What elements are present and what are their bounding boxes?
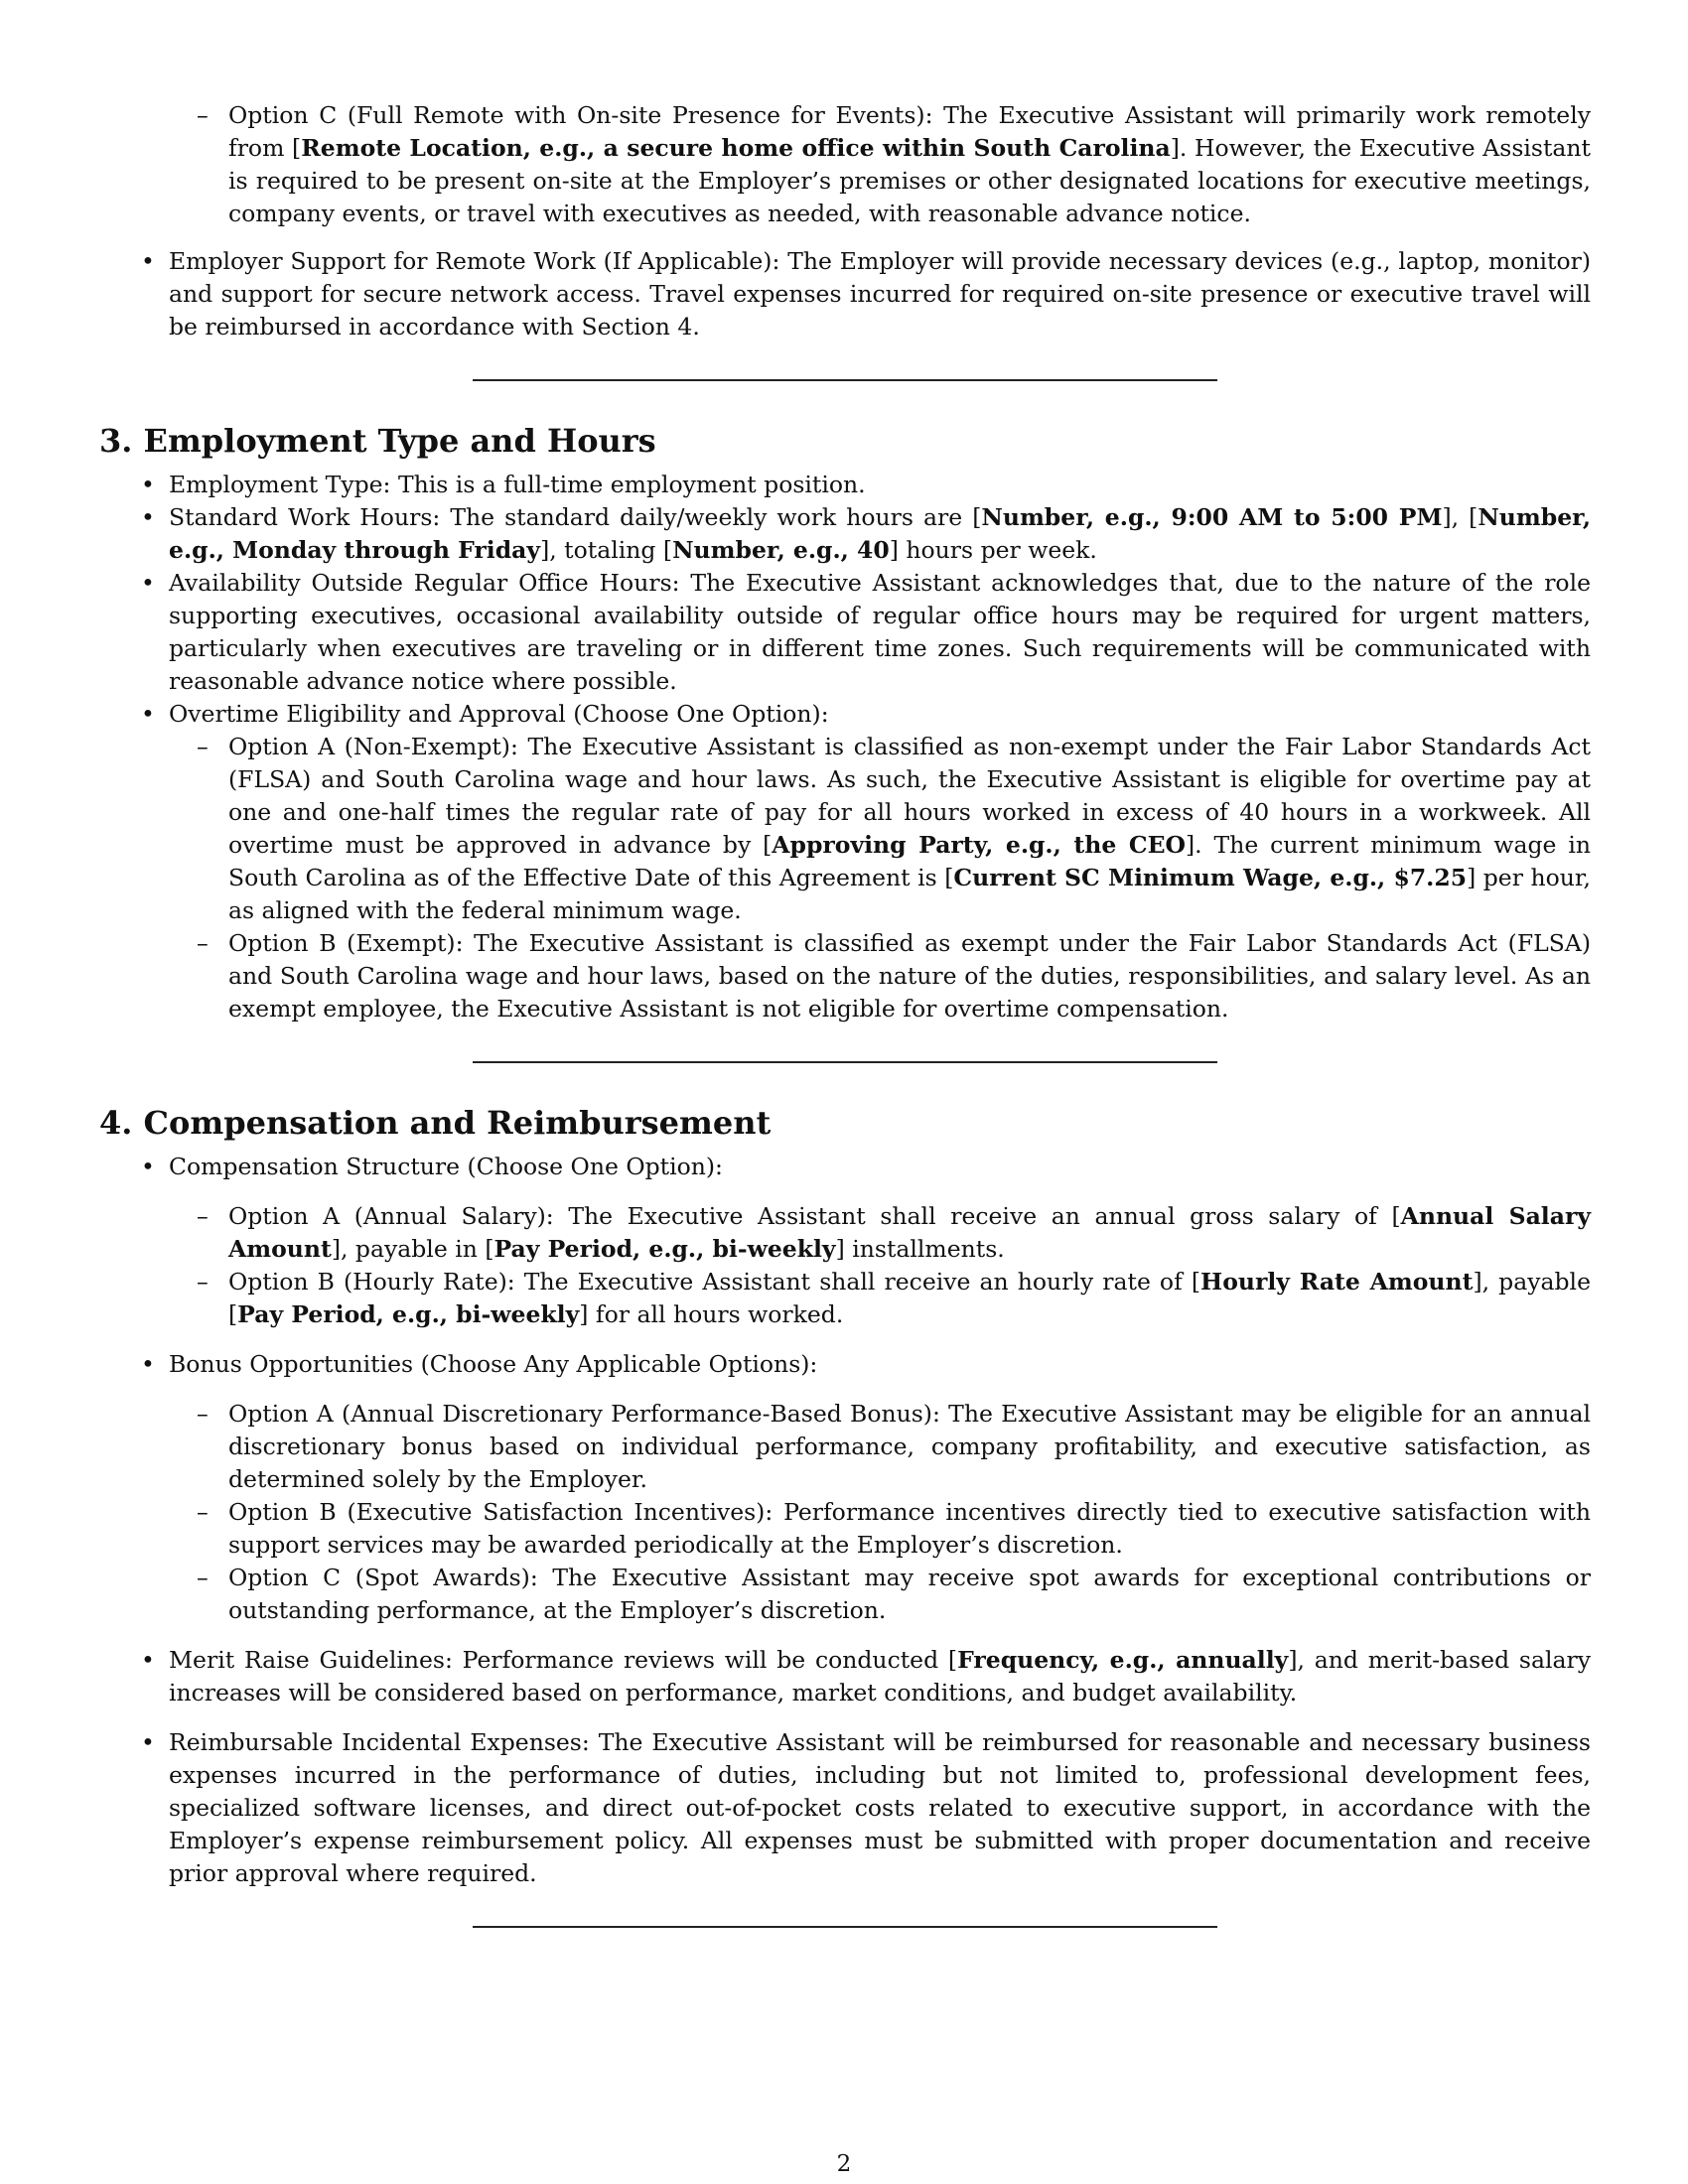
dash-marker: –: [197, 929, 209, 957]
dash-marker: –: [197, 1202, 209, 1230]
list-item: • Standard Work Hours: The standard daily/weekly work hours are [Number, e.g., 9:00 AM to 5:00 PM], [Number, e.g., Monday through Friday], totaling [Number, e.g., 40] hours per week.: [141, 503, 1591, 564]
list-item: – Option A (Annual Discretionary Performance-Based Bonus): The Executive Assistant may be eligible for an annual discretionary bonus based on individual performance, company profitability, and executive satisfaction, as determined solely by the Employer.: [197, 1400, 1591, 1493]
bonus-options-list: [99, 1398, 1591, 1627]
bullet-marker: •: [141, 1646, 155, 1674]
list-item: • Compensation Structure (Choose One Option):: [99, 1151, 1591, 1183]
placeholder-field: Number, e.g., 40: [672, 536, 890, 564]
placeholder-field: Number, e.g., Monday through Friday: [169, 503, 1591, 564]
dash-marker: –: [197, 1498, 209, 1526]
section-divider: [473, 1926, 1217, 1928]
bullet-marker: •: [141, 247, 155, 275]
reimbursement-list: [99, 1726, 1591, 1890]
list-item: – Option C (Full Remote with On-site Presence for Events): The Executive Assistant will primarily work remotely from [Remote Location, e.g., a secure home office within South Carolina]. However, the Executive Assistant is required to be present on-site at the Employer’s premises or other designated locations for executive meetings, company events, or travel with executives as needed, with reasonable advance notice.: [197, 101, 1591, 227]
list-item: – Option A (Annual Salary): The Executive Assistant shall receive an annual gross salary of [Annual Salary Amount], payable in [Pay Period, e.g., bi-weekly] installments.: [197, 1202, 1591, 1263]
list-item: – Option B (Executive Satisfaction Incentives): Performance incentives directly tied to executive satisfaction with support services may be awarded periodically at the Employer’s discretion.: [197, 1498, 1591, 1559]
remote-options-list: [99, 99, 1591, 230]
dash-marker: –: [197, 101, 209, 129]
section-heading: 4. Compensation and Reimbursement: [99, 1104, 772, 1142]
placeholder-field: Number, e.g., 9:00 AM to 5:00 PM: [981, 503, 1443, 531]
bullet-marker: •: [141, 569, 155, 597]
list-item: • Employer Support for Remote Work (If Applicable): The Employer will provide necessary devices (e.g., laptop, monitor) and support for secure network access. Travel expenses incurred for required on-site presence or executive travel will be reimbursed in accordance with Section 4.: [141, 247, 1591, 341]
section-divider: [473, 1061, 1217, 1063]
list-item: • Availability Outside Regular Office Hours: The Executive Assistant acknowledges that, due to the nature of the role supporting executives, occasional availability outside of regular office hours may be required for urgent matters, particularly when executives are traveling or in different time zones. Such requirements will be communicated with reasonable advance notice where possible.: [141, 569, 1591, 695]
bullet-marker: •: [141, 1728, 155, 1756]
compensation-list: [99, 1151, 1591, 1183]
list-item: – Option B (Exempt): The Executive Assistant is classified as exempt under the Fair Labor Standards Act (FLSA) and South Carolina wage and hour laws, based on the nature of the duties, responsibilities, and salary level. As an exempt employee, the Executive Assistant is not eligible for overtime compensation.: [197, 929, 1591, 1023]
dash-marker: –: [197, 1564, 209, 1591]
list-item: – Option A (Non-Exempt): The Executive Assistant is classified as non-exempt under the Fair Labor Standards Act (FLSA) and South Carolina wage and hour laws. As such, the Executive Assistant is eligible for overtime pay at one and one-half times the regular rate of pay for all hours worked in excess of 40 hours in a workweek. All overtime must be approved in advance by [Approving Party, e.g., the CEO]. The current minimum wage in South Carolina as of the Effective Date of this Agreement is [Current SC Minimum Wage, e.g., $7.25] per hour, as aligned with the federal minimum wage.: [197, 733, 1591, 924]
placeholder-field: Remote Location, e.g., a secure home office within South Carolina: [301, 134, 1171, 162]
compensation-options-list: [99, 1200, 1591, 1331]
dash-marker: –: [197, 1400, 209, 1428]
dash-marker: –: [197, 1268, 209, 1296]
placeholder-field: Annual Salary Amount: [228, 1202, 1591, 1263]
dash-marker: –: [197, 733, 209, 760]
bonus-list: [99, 1348, 1591, 1381]
section-divider: [473, 379, 1217, 381]
page-content: [99, 99, 1591, 1928]
placeholder-field: Frequency, e.g., annually: [957, 1646, 1289, 1674]
bullet-marker: •: [141, 503, 155, 531]
placeholder-field: Pay Period, e.g., bi-weekly: [237, 1300, 580, 1328]
bullet-marker: •: [141, 1350, 155, 1378]
list-item: – Option C (Spot Awards): The Executive Assistant may receive spot awards for exceptional contributions or outstanding performance, at the Employer’s discretion.: [197, 1564, 1591, 1624]
list-item: • Overtime Eligibility and Approval (Choose One Option):: [99, 698, 1591, 731]
list-item: – Option B (Hourly Rate): The Executive Assistant shall receive an hourly rate of [Hourly Rate Amount], payable [Pay Period, e.g., bi-weekly] for all hours worked.: [197, 1268, 1591, 1328]
list-item: • Bonus Opportunities (Choose Any Applicable Options):: [99, 1348, 1591, 1381]
bullet-marker: •: [141, 1153, 155, 1180]
page-number: 2: [836, 2151, 852, 2177]
merit-list: [99, 1644, 1591, 1709]
placeholder-field: Pay Period, e.g., bi-weekly: [493, 1235, 836, 1263]
bullet-marker: •: [141, 471, 155, 498]
overtime-options-list: [99, 731, 1591, 1025]
placeholder-field: Current SC Minimum Wage, e.g., $7.25: [953, 864, 1468, 891]
list-item: • Reimbursable Incidental Expenses: The Executive Assistant will be reimbursed for reasonable and necessary business expenses incurred in the performance of duties, including but not limited to, professional development fees, specialized software licenses, and direct out-of-pocket costs related to executive support, in accordance with the Employer’s expense reimbursement policy. All expenses must be submitted with proper documentation and receive prior approval where required.: [141, 1728, 1591, 1887]
placeholder-field: Approving Party, e.g., the CEO: [772, 831, 1186, 859]
placeholder-field: Hourly Rate Amount: [1200, 1268, 1474, 1296]
list-item: • Merit Raise Guidelines: Performance reviews will be conducted [Frequency, e.g., annually], and merit-based salary increases will be considered based on performance, market conditions, and budget availability.: [141, 1646, 1592, 1706]
list-item: • Employment Type: This is a full-time employment position.: [99, 469, 1591, 501]
remote-support-list: [99, 245, 1591, 343]
bullet-marker: •: [141, 700, 155, 728]
employment-hours-list: [99, 469, 1591, 731]
section-heading: 3. Employment Type and Hours: [99, 422, 656, 460]
